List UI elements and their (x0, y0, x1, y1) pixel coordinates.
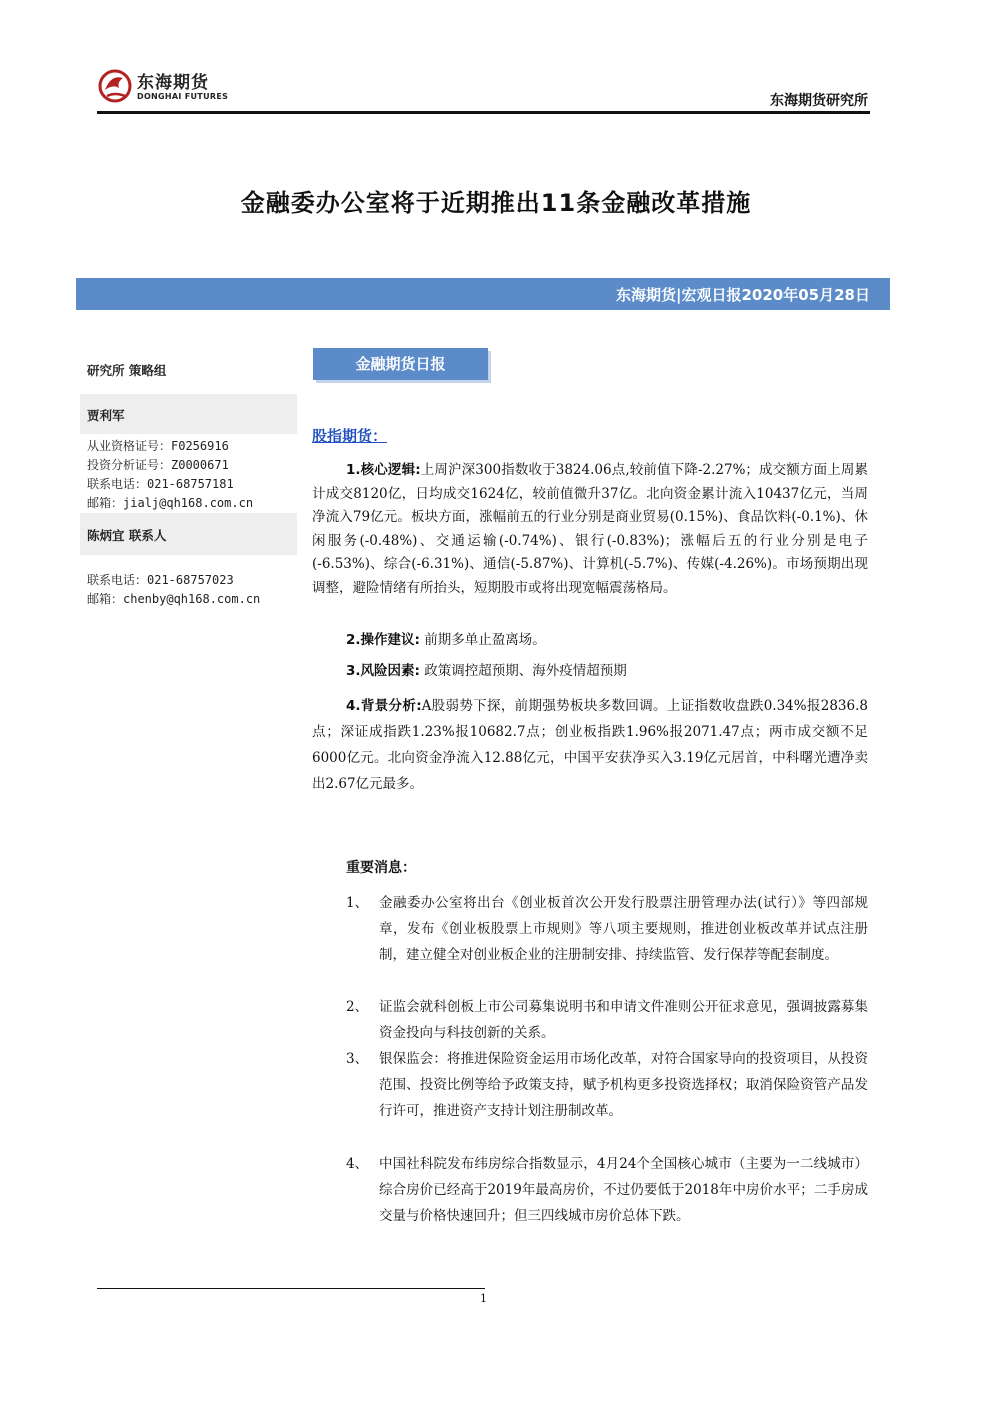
sidebar-dept: 研究所 策略组 (87, 363, 167, 378)
news-item-number: 3、 (346, 1051, 369, 1067)
background-label: 4.背景分析: (346, 698, 422, 714)
analyst2-name: 陈炳宜 联系人 (87, 528, 167, 543)
stock-index-heading: 股指期货： (312, 427, 388, 445)
logo-text-cn: 东海期货 (137, 73, 209, 93)
report-title: 金融委办公室将于近期推出11条金融改革措施 (240, 189, 752, 217)
news-item-number: 1、 (346, 895, 369, 911)
donghai-logo-icon (97, 66, 133, 106)
news-item (346, 1151, 868, 1257)
background-text: A股弱势下探，前期强势板块多数回调。上证指数收盘跌0.34%报2836.8点；深证成指跌1.23%报10682.7点；创业板指跌1.96%报2071.47点；两市成交额不足6000亿元。北向资金净流入12.88亿元，中国平安获净买入3.19亿元居首，中科曙光遭净卖出2.67亿元最多。 (312, 698, 868, 792)
analyst1-invest-cert: 投资分析证号：Z0000671 (87, 458, 229, 472)
news-item (346, 890, 868, 996)
analyst1-phone: 联系电话：021-68757181 (87, 477, 234, 491)
news-heading: 重要消息： (346, 860, 416, 876)
core-logic-label: 1.核心逻辑: (346, 462, 421, 478)
analyst2-phone: 联系电话：021-68757023 (87, 573, 234, 587)
news-item-text: 银保监会：将推进保险资金运用市场化改革，对符合国家导向的投资项目，从投资范围、投资比例等给予政策支持，赋予机构更多投资选择权；取消保险资管产品发行许可，推进资产支持计划注册制改革。 (379, 1051, 868, 1119)
risk-text: 政策调控超预期、海外疫情超预期 (424, 663, 627, 679)
banner-date-text: 东海期货|宏观日报2020年05月28日 (616, 286, 870, 304)
news-item-text: 证监会就科创板上市公司募集说明书和申请文件准则公开征求意见，强调披露募集资金投向与科技创新的关系。 (379, 999, 868, 1041)
news-item (346, 1046, 868, 1152)
analyst1-name: 贾利军 (87, 408, 125, 423)
core-logic-text: 上周沪深300指数收于3824.06点,较前值下降-2.27%；成交额方面上周累计成交8120亿，日均成交1624亿，较前值微升37亿。北向资金累计流入10437亿元，当周净流入79亿元。板块方面，涨幅前五的行业分别是商业贸易(0.15%)、食品饮料(-0.1%)、休闲服务(-0.48%)、交通运输(-0.74%)、银行(-0.83%)；涨幅后五的行业分别是电子(-6.53%)、综合(-6.31%)、通信(-5.87%)、计算机(-5.7%)、传媒(-4.26%)。市场预期出现调整，避险情绪有所抬头，短期股市或将出现宽幅震荡格局。 (312, 462, 868, 596)
analyst1-email[interactable]: 邮箱：jialj@qh168.com.cn (87, 496, 254, 510)
section-tag: 金融期货日报 (313, 348, 488, 380)
institute-name: 东海期货研究所 (770, 93, 868, 109)
news-item-text: 中国社科院发布纬房综合指数显示，4月24个全国核心城市（主要为一二线城市）综合房价已经高于2019年最高房价，不过仍要低于2018年中房价水平；二手房成交量与价格快速回升；但三四线城市房价总体下跌。 (379, 1156, 868, 1224)
footer-divider (97, 1288, 485, 1289)
news-item-number: 2、 (346, 999, 369, 1015)
risk-paragraph (312, 660, 868, 684)
news-item (346, 994, 868, 1048)
logo-text-en: DONGHAI FUTURES (137, 92, 229, 101)
company-logo (97, 66, 237, 110)
operation-text: 前期多单止盈离场。 (424, 632, 546, 648)
header-divider (97, 111, 870, 114)
operation-label: 2.操作建议: (346, 632, 420, 648)
analyst1-cert: 从业资格证号：F0256916 (87, 439, 229, 453)
background-paragraph (312, 693, 868, 797)
page-number: 1 (480, 1292, 487, 1305)
news-item-text: 金融委办公室将出台《创业板首次公开发行股票注册管理办法(试行）》等四部规章，发布《创业板股票上市规则》等八项主要规则，推进创业板改革并试点注册制，建立健全对创业板企业的注册制安排、持续监管、发行保荐等配套制度。 (379, 895, 868, 963)
risk-label: 3.风险因素: (346, 663, 420, 679)
operation-paragraph (312, 629, 868, 653)
core-logic-paragraph (312, 459, 868, 600)
report-banner (76, 278, 890, 310)
analyst2-email[interactable]: 邮箱：chenby@qh168.com.cn (87, 592, 261, 606)
news-item-number: 4、 (346, 1156, 369, 1172)
